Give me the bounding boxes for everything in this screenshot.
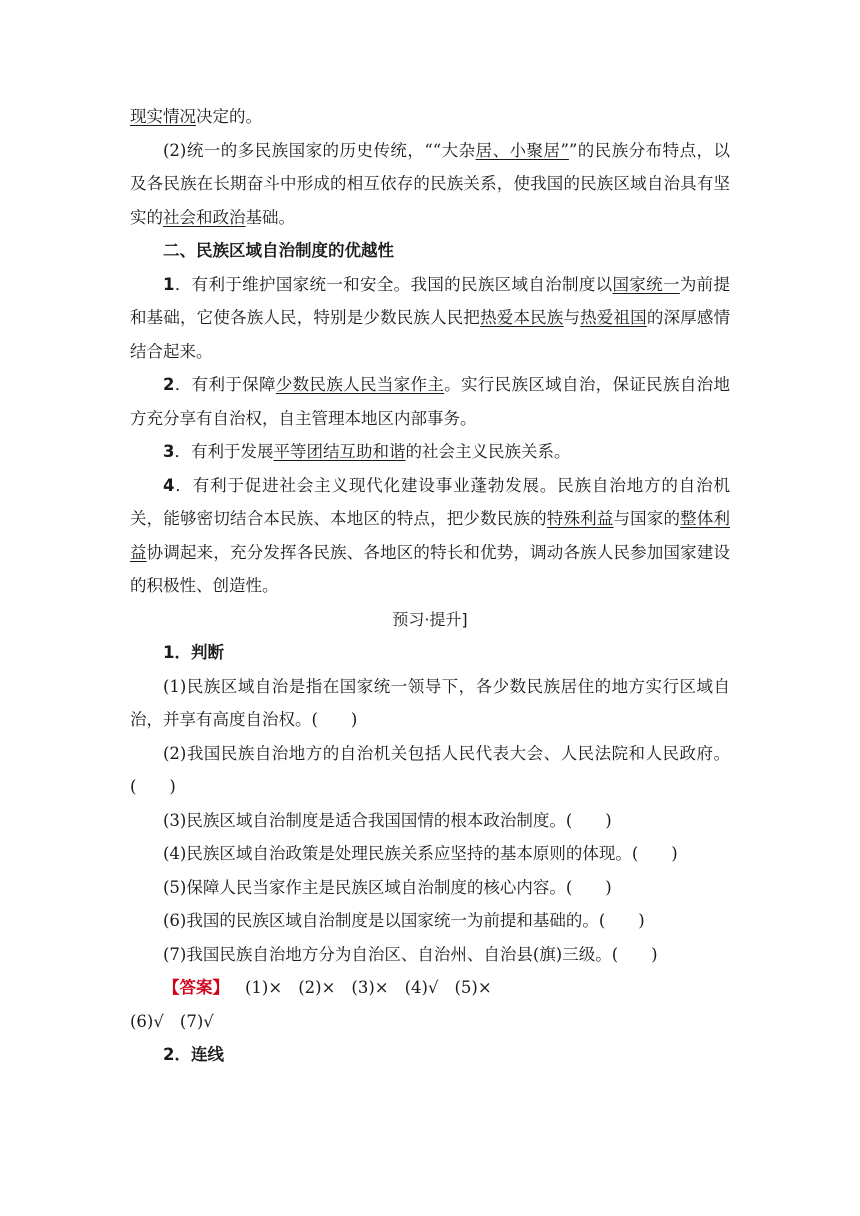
- text: 协调起来，充分发挥各民族、各地区的特长和优势，调动各族人民参加国家建设的积极性、创造性。: [130, 542, 731, 595]
- section-heading: 二、民族区域自治制度的优越性: [163, 241, 394, 260]
- underlined-term: 整体利益: [130, 509, 731, 562]
- item-number: 1: [163, 274, 175, 294]
- answer-item: (2)×: [298, 978, 336, 997]
- statement-2: (2)我国民族自治地方的自治机关包括人民代表大会、人民法院和人民政府。( ): [130, 743, 730, 796]
- text: ．有利于维护国家统一和安全。我国的民族区域自治制度以: [174, 274, 613, 294]
- underlined-term: 社会和政治: [163, 207, 246, 227]
- underlined-term: 居、小聚居”: [475, 140, 569, 160]
- document-page: [130, 100, 730, 1072]
- answer-item: (6)√: [130, 1011, 164, 1031]
- statement-7: (7)我国民族自治地方分为自治区、自治州、自治县(旗)三级。( ): [163, 944, 658, 964]
- statement-4: (4)民族区域自治政策是处理民族关系应坚持的基本原则的体现。( ): [163, 844, 678, 863]
- text: (2)统一的多民族国家的历史传统，““大杂: [163, 140, 476, 160]
- item-number: 2: [163, 375, 175, 394]
- advantage-item-1: [130, 268, 730, 369]
- advantage-item-2: [130, 368, 730, 435]
- text: 。实行民族区域自治，保证民族自治地方充分享有自治权，自主管理本地区内部事务。: [130, 375, 731, 428]
- answer-item: (5)×: [454, 978, 492, 997]
- text: 为前提和基础，它使各族人民，特别是少数民族人民把: [130, 274, 731, 327]
- text: 与: [563, 308, 581, 327]
- paragraph-1: [130, 134, 730, 235]
- section-title: 预习·提升]: [392, 609, 468, 629]
- item-number: 4: [163, 475, 175, 495]
- underlined-term: 平等团结互助和谐: [273, 442, 406, 461]
- text: 的社会主义民族关系。: [405, 442, 571, 461]
- answer-line: [130, 971, 730, 1005]
- underlined-term: 热爱祖国: [580, 308, 647, 327]
- underlined-term: 特殊利益: [546, 509, 614, 528]
- text: 的深厚感情结合起来。: [130, 308, 731, 361]
- statement-5: (5)保障人民当家作主是民族区域自治制度的核心内容。( ): [163, 877, 612, 897]
- answer-item: (7)√: [179, 1011, 214, 1031]
- text: 决定的。: [196, 107, 262, 126]
- answer-item: (3)×: [351, 978, 389, 997]
- answer-line-continued: [130, 1005, 730, 1039]
- answer-tag: 【答案】: [163, 978, 229, 997]
- advantage-item-4: [130, 469, 730, 603]
- text: ．有利于保障: [174, 375, 276, 394]
- text: ”的民族分布特点，以及各民族在长期奋斗中形成的相互依存的民族关系，使我国的民族区域自治具有坚实的: [130, 140, 731, 227]
- item-number: 3: [163, 442, 175, 461]
- paragraph-0: [130, 100, 730, 134]
- text: ．有利于发展: [174, 442, 274, 461]
- text: 基础。: [245, 207, 295, 227]
- question-1-title: 1．判断: [163, 643, 224, 662]
- underlined-term: 国家统一: [612, 274, 680, 294]
- text: ．有利于促进社会主义现代化建设事业蓬勃发展。民族自治地方的自治机关，能够密切结合本民族、本地区的特点，把少数民族的: [130, 475, 730, 528]
- underlined-term: 少数民族人民当家作主: [275, 375, 445, 394]
- statement-3: (3)民族区域自治制度是适合我国国情的根本政治制度。( ): [163, 810, 612, 830]
- answer-item: (1)×: [245, 978, 283, 997]
- statement-6: (6)我国的民族区域自治制度是以国家统一为前提和基础的。( ): [163, 911, 645, 930]
- advantage-item-3: [130, 435, 730, 469]
- underlined-term: 热爱本民族: [480, 308, 564, 327]
- statement-1: (1)民族区域自治是指在国家统一领导下，各少数民族居住的地方实行区域自治，并享有高度自治权。( ): [130, 676, 730, 729]
- underlined-term: 现实情况: [130, 107, 196, 126]
- question-2-title: 2．连线: [163, 1045, 224, 1064]
- answer-item: (4)√: [404, 978, 439, 997]
- text: 与国家的: [613, 509, 681, 528]
